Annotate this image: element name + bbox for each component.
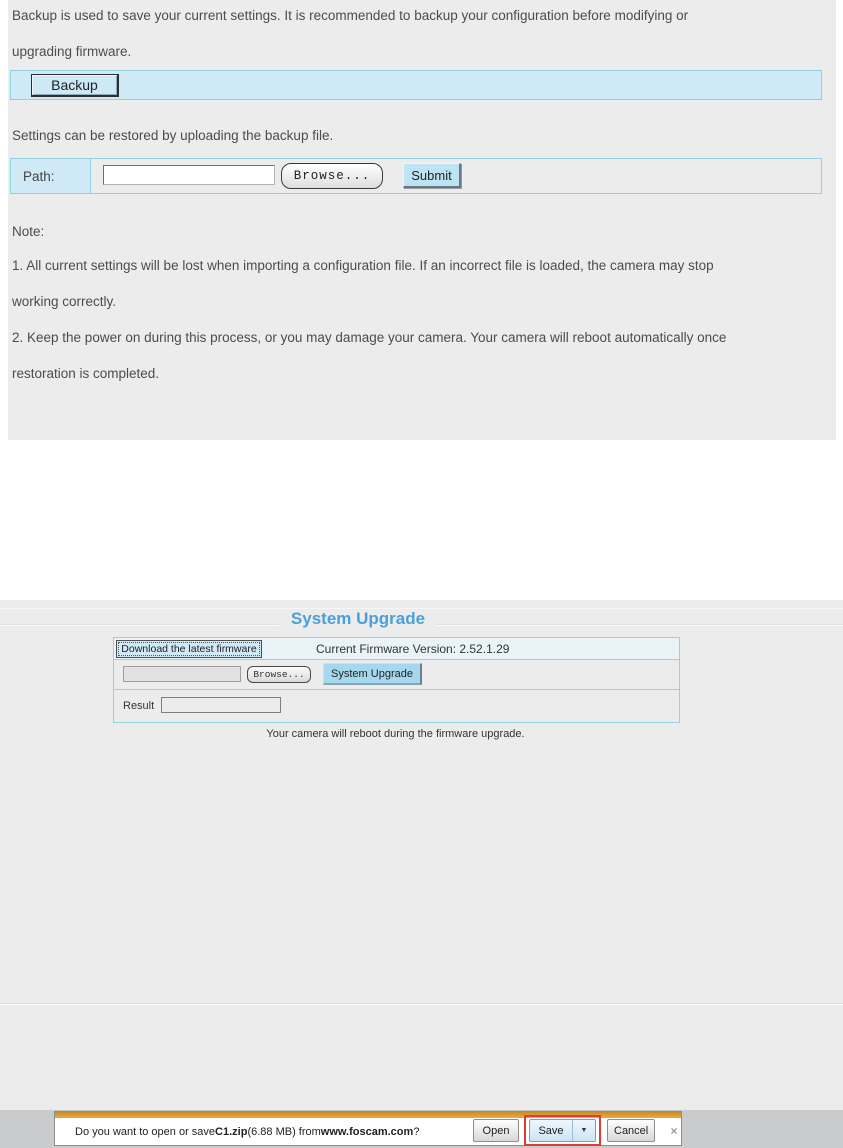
cancel-button[interactable]: Cancel — [607, 1119, 655, 1142]
note1-line2: working correctly. — [12, 294, 117, 309]
firmware-file-input[interactable] — [123, 666, 241, 682]
restore-instruction: Settings can be restored by uploading the backup file. — [12, 128, 334, 143]
backup-button[interactable]: Backup — [31, 74, 119, 97]
file-name: C1.zip — [215, 1125, 248, 1138]
save-split-button[interactable] — [529, 1119, 596, 1142]
prompt-middle: (6.88 MB) from — [247, 1125, 321, 1138]
backup-intro-line2: upgrading firmware. — [12, 44, 132, 59]
submit-button[interactable]: Submit — [403, 163, 461, 188]
note-title: Note: — [12, 224, 45, 239]
upgrade-table — [113, 637, 680, 723]
current-firmware-version: Current Firmware Version: 2.52.1.29 — [316, 642, 510, 656]
browse-button[interactable]: Browse... — [281, 163, 383, 189]
note2-line2: restoration is completed. — [12, 366, 160, 381]
note1-line1: 1. All current settings will be lost when importing a configuration file. If an incorrect file is loaded, the camera may stop — [12, 258, 714, 273]
firmware-version-row — [114, 638, 679, 660]
path-label: Path: — [11, 159, 91, 193]
upgrade-file-row — [114, 660, 679, 690]
close-icon[interactable]: × — [670, 1123, 678, 1138]
result-input[interactable] — [161, 697, 281, 713]
download-notification-bar — [54, 1111, 682, 1146]
system-upgrade-title-wrap — [113, 609, 603, 629]
system-upgrade-section — [0, 600, 843, 1148]
download-latest-firmware-button[interactable]: Download the latest firmware — [116, 640, 262, 658]
result-label: Result — [123, 699, 155, 712]
section-divider-line — [0, 1003, 843, 1004]
result-row — [114, 690, 679, 721]
backup-intro-line1: Backup is used to save your current settings. It is recommended to backup your configuration before modifying or — [12, 8, 689, 23]
prompt-suffix: ? — [413, 1125, 420, 1138]
backup-restore-panel — [8, 0, 836, 440]
open-button[interactable]: Open — [473, 1119, 519, 1142]
upgrade-browse-button[interactable]: Browse... — [247, 666, 311, 683]
system-upgrade-title: System Upgrade — [279, 609, 437, 629]
reboot-note: Your camera will reboot during the firmware upgrade. — [266, 728, 525, 740]
download-prompt — [75, 1118, 419, 1145]
path-input[interactable] — [103, 165, 275, 185]
prompt-prefix: Do you want to open or save — [75, 1125, 216, 1138]
save-dropdown-arrow-icon[interactable]: ▼ — [572, 1120, 595, 1141]
system-upgrade-button[interactable]: System Upgrade — [323, 663, 422, 685]
backup-button-row — [10, 70, 822, 100]
restore-path-row — [10, 158, 822, 194]
site-name: www.foscam.com — [320, 1125, 414, 1138]
save-button[interactable]: Save — [538, 1124, 564, 1137]
note2-line1: 2. Keep the power on during this process, or you may damage your camera. Your camera will reboot automatically once — [12, 330, 727, 345]
